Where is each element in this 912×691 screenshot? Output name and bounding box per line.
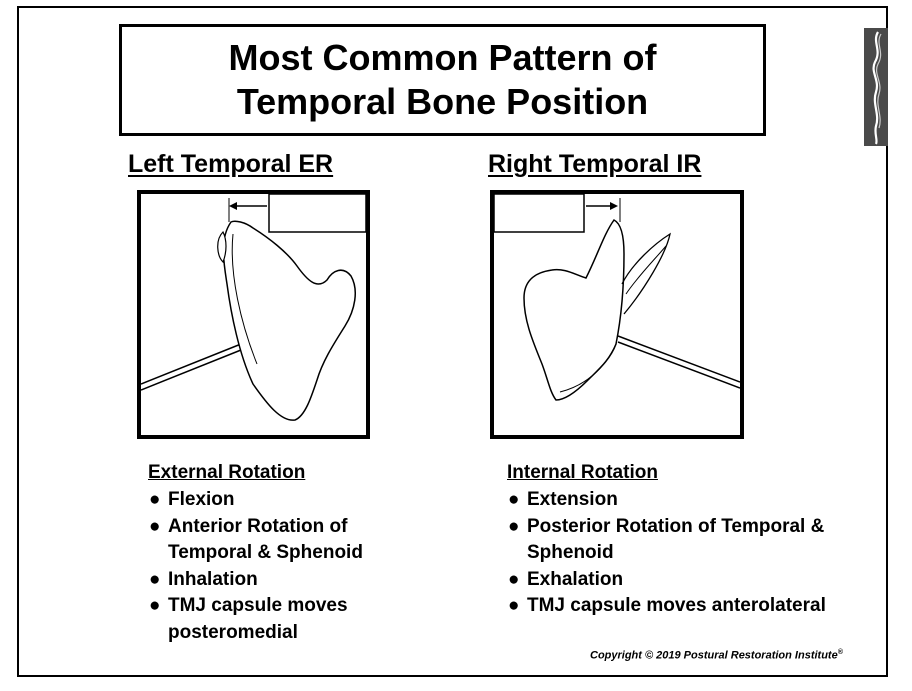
- list-item: ● TMJ capsule moves posteromedial: [149, 595, 348, 643]
- left-temporal-figure: [137, 190, 370, 439]
- bullet-icon: ●: [508, 595, 520, 616]
- bullet-icon: ●: [149, 489, 161, 510]
- left-panel-heading: Left Temporal ER: [128, 150, 334, 178]
- right-temporal-bone-drawing: [494, 194, 740, 435]
- right-temporal-figure: [490, 190, 744, 439]
- right-panel-heading: Right Temporal IR: [488, 150, 702, 178]
- registered-mark: ®: [837, 649, 843, 656]
- right-bullet-list: [507, 487, 887, 620]
- spine-logo-icon: [864, 28, 888, 146]
- right-list-heading: Internal Rotation: [507, 462, 658, 483]
- bullet-icon: ●: [508, 568, 520, 590]
- left-temporal-bone-drawing: [141, 194, 366, 435]
- list-item: ● Posterior Rotation of Temporal & Sphenoid: [508, 515, 825, 563]
- list-item: ● Extension: [507, 487, 887, 514]
- bullet-icon: ●: [149, 515, 161, 537]
- page-title: Most Common Pattern of Temporal Bone Position: [228, 37, 657, 122]
- list-item: ● Flexion: [148, 487, 408, 514]
- left-list-heading: External Rotation: [148, 462, 306, 483]
- copyright-text: Copyright © 2019 Postural Restoration Institute: [590, 649, 838, 662]
- title-box: [119, 24, 766, 136]
- list-item: ● TMJ capsule moves anterolateral: [507, 593, 887, 620]
- list-item: ● Inhalation: [148, 567, 408, 594]
- copyright-notice: [590, 649, 843, 662]
- list-item: ● Exhalation: [507, 567, 887, 594]
- bullet-icon: ●: [508, 489, 520, 510]
- bullet-icon: ●: [149, 595, 161, 616]
- list-item: ● Anterior Rotation of Temporal & Sphenoid: [149, 515, 363, 563]
- left-bullet-list: [148, 487, 408, 646]
- bullet-icon: ●: [149, 568, 161, 590]
- bullet-icon: ●: [508, 515, 520, 537]
